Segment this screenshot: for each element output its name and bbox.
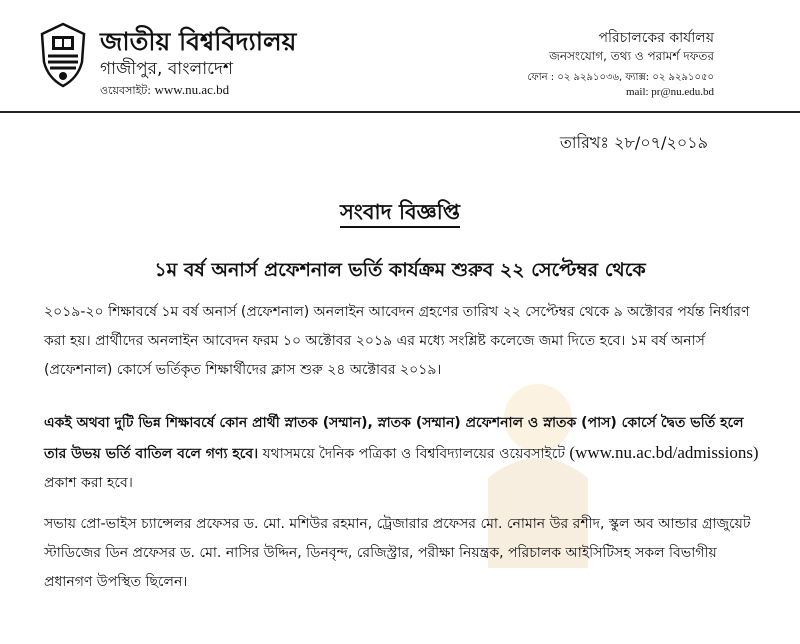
dual-admission-warning: একই অথবা দুটি ভিন্ন শিক্ষাবর্ষে কোন প্রার্থী স্নাতক (সম্মান), স্নাতক (সম্মান) প্রফেশনাল ও স্নাতক (পাস) কোর্সে দ্বৈত ভর্তি হলে তার উভয় ভর্তি বাতিল বলে গণ্য হবে। — [44, 415, 744, 462]
issue-date: তারিখঃ ২৮/০৭/২০১৯ — [559, 133, 708, 152]
university-crest-icon — [38, 22, 88, 88]
university-website — [100, 82, 229, 101]
email-address[interactable]: mail: pr@nu.edu.bd — [625, 86, 714, 98]
phone-fax: ফোন : ০২ ৯২৯১০৩৬, ফ্যাক্স: ০২ ৯২৯১০৫০ — [527, 72, 714, 83]
press-release-heading — [0, 196, 800, 231]
publication-notice-end: প্রকাশ করা হবে। — [44, 475, 133, 491]
admissions-link[interactable]: (www.nu.ac.bd/admissions) — [569, 443, 759, 462]
header-divider — [0, 111, 800, 113]
paragraph-admission-dates: ২০১৯-২০ শিক্ষাবর্ষে ১ম বর্ষ অনার্স (প্রফেশনাল) অনলাইন আবেদন গ্রহণের তারিখ ২২ সেপ্টেম্বর থেকে ৯ অক্টোবর পর্যন্ত নির্ধারণ করা হয়। প্রার্থীদের অনলাইন আবেদন ফরম ১০ অক্টোবর ২০১৯ এর মধ্যে সংশ্লিষ্ট কলেজে জমা দিতে হবে। ১ম বর্ষ অনার্স (প্রফেশনাল) কোর্সে ভর্তিকৃত শিক্ষার্থীদের ক্লাস শুরু ২৪ অক্টোবর ২০১৯। — [44, 304, 750, 378]
university-name: জাতীয় বিশ্ববিদ্যালয় — [100, 27, 297, 56]
office-title: পরিচালকের কার্যালয় — [598, 30, 714, 46]
website-label: ওয়েবসাইট: — [100, 84, 151, 97]
paragraph-dual-admission — [44, 409, 766, 498]
paragraph-attendees: সভায় প্রো-ভাইস চ্যান্সেলর প্রফেসর ড. মো. মশিউর রহমান, ট্রেজারার প্রফেসর মো. নোমান উর রশীদ, স্কুল অব আন্ডার গ্রাজুয়েট স্টাডিজের ডিন প্রফেসর ড. মো. নাসির উদ্দিন, ডিনবৃন্দ, রেজিস্ট্রার, পরীক্ষা নিয়ন্ত্রক, পরিচালক আইসিটিসহ সকল বিভাগীয় প্রধানগণ উপস্থিত ছিলেন। — [44, 516, 751, 590]
news-headline: ১ম বর্ষ অনার্স প্রফেশনাল ভর্তি কার্যক্রম শুরুব ২২ সেপ্টেম্বর থেকে — [154, 259, 646, 281]
publication-notice: যথাসময়ে দৈনিক পত্রিকা ও বিশ্ববিদ্যালয়ের ওয়েবসাইটে — [258, 446, 570, 462]
website-url[interactable]: www.nu.ac.bd — [154, 82, 230, 97]
press-release-title: সংবাদ বিজ্ঞপ্তি — [340, 200, 460, 228]
university-location: গাজীপুর, বাংলাদেশ — [100, 59, 233, 79]
department-name: জনসংযোগ, তথ্য ও পরামর্শ দফতর — [549, 49, 714, 63]
